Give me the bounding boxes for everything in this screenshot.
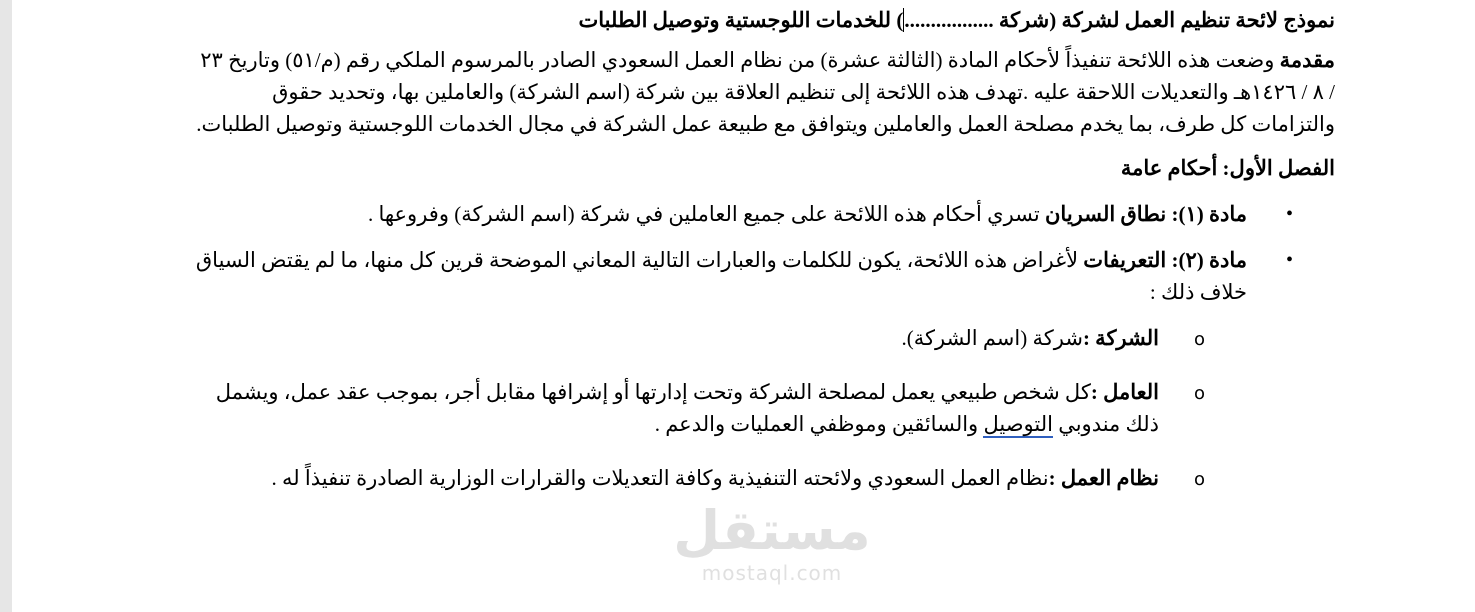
document-title — [195, 4, 1335, 36]
circle-bullet-icon: o — [1193, 469, 1205, 490]
articles-list — [195, 198, 1335, 308]
circle-bullet-icon: o — [1193, 329, 1205, 350]
article-label: مادة (١): نطاق السريان — [1045, 202, 1247, 226]
chapter-heading: الفصل الأول: أحكام عامة — [1120, 156, 1335, 180]
article-item — [195, 198, 1335, 230]
article-text: لأغراض هذه اللائحة، يكون للكلمات والعبارات التالية المعاني الموضحة قرين كل منها، ما لم يقتض السياق خلاف ذلك : — [195, 248, 1247, 304]
definition-text: نظام العمل السعودي ولائحته التنفيذية وكافة التعديلات والقرارات الوزارية الصادرة تنفيذاً له . — [271, 466, 1049, 490]
intro-text: وضعت هذه اللائحة تنفيذاً لأحكام المادة (الثالثة عشرة) من نظام العمل السعودي الصادر بالمرسوم الملكي رقم (م/٥١) وتاريخ ٢٣ / ٨ / ١٤٢٦هـ والتعديلات اللاحقة عليه .تهدف هذه اللائحة إلى تنظيم العلاقة بين شركة (اسم الشركة) والعاملين بها، وتحديد حقوق والتزامات كل طرف، بما يخدم مصلحة العمل والعاملين ويتوافق مع طبيعة عمل الشركة في مجال الخدمات اللوجستية وتوصيل الطلبات. — [196, 48, 1335, 136]
definition-term: الشركة : — [1082, 326, 1159, 350]
definition-item — [195, 376, 1335, 440]
article-text: تسري أحكام هذه اللائحة على جميع العاملين في شركة (اسم الشركة) وفروعها . — [367, 202, 1045, 226]
definitions-list — [195, 322, 1335, 494]
article-item — [195, 244, 1335, 308]
bullet-icon: • — [1285, 249, 1293, 271]
definition-text: كل شخص طبيعي يعمل لمصلحة الشركة وتحت إدارتها أو إشرافها مقابل أجر، بموجب عقد عمل، ويشمل ذلك مندوبي — [215, 380, 1159, 436]
intro-label: مقدمة — [1279, 48, 1335, 72]
definition-term: العامل : — [1090, 380, 1159, 404]
document-body[interactable] — [195, 4, 1335, 516]
title-prefix: نموذج لائحة تنظيم العمل لشركة (شركة ................. — [904, 8, 1335, 32]
watermark-latin: mostaql.com — [701, 561, 843, 585]
watermark-arabic: مستقل — [673, 499, 871, 562]
definition-text-end: والسائقين وموظفي العمليات والدعم . — [654, 412, 984, 436]
spellcheck-underlined-word[interactable]: التوصيل — [983, 412, 1053, 436]
circle-bullet-icon: o — [1193, 383, 1205, 404]
title-suffix: ) للخدمات اللوجستية وتوصيل الطلبات — [578, 8, 904, 32]
definition-text: شركة (اسم الشركة). — [901, 326, 1083, 350]
bullet-icon: • — [1285, 203, 1293, 225]
mostaql-watermark — [652, 500, 892, 610]
document-page[interactable] — [12, 0, 1475, 612]
article-label: مادة (٢): التعريفات — [1083, 248, 1247, 272]
definition-term: نظام العمل : — [1048, 466, 1159, 490]
definition-item — [195, 462, 1335, 494]
definition-item — [195, 322, 1335, 354]
intro-paragraph — [195, 44, 1335, 140]
